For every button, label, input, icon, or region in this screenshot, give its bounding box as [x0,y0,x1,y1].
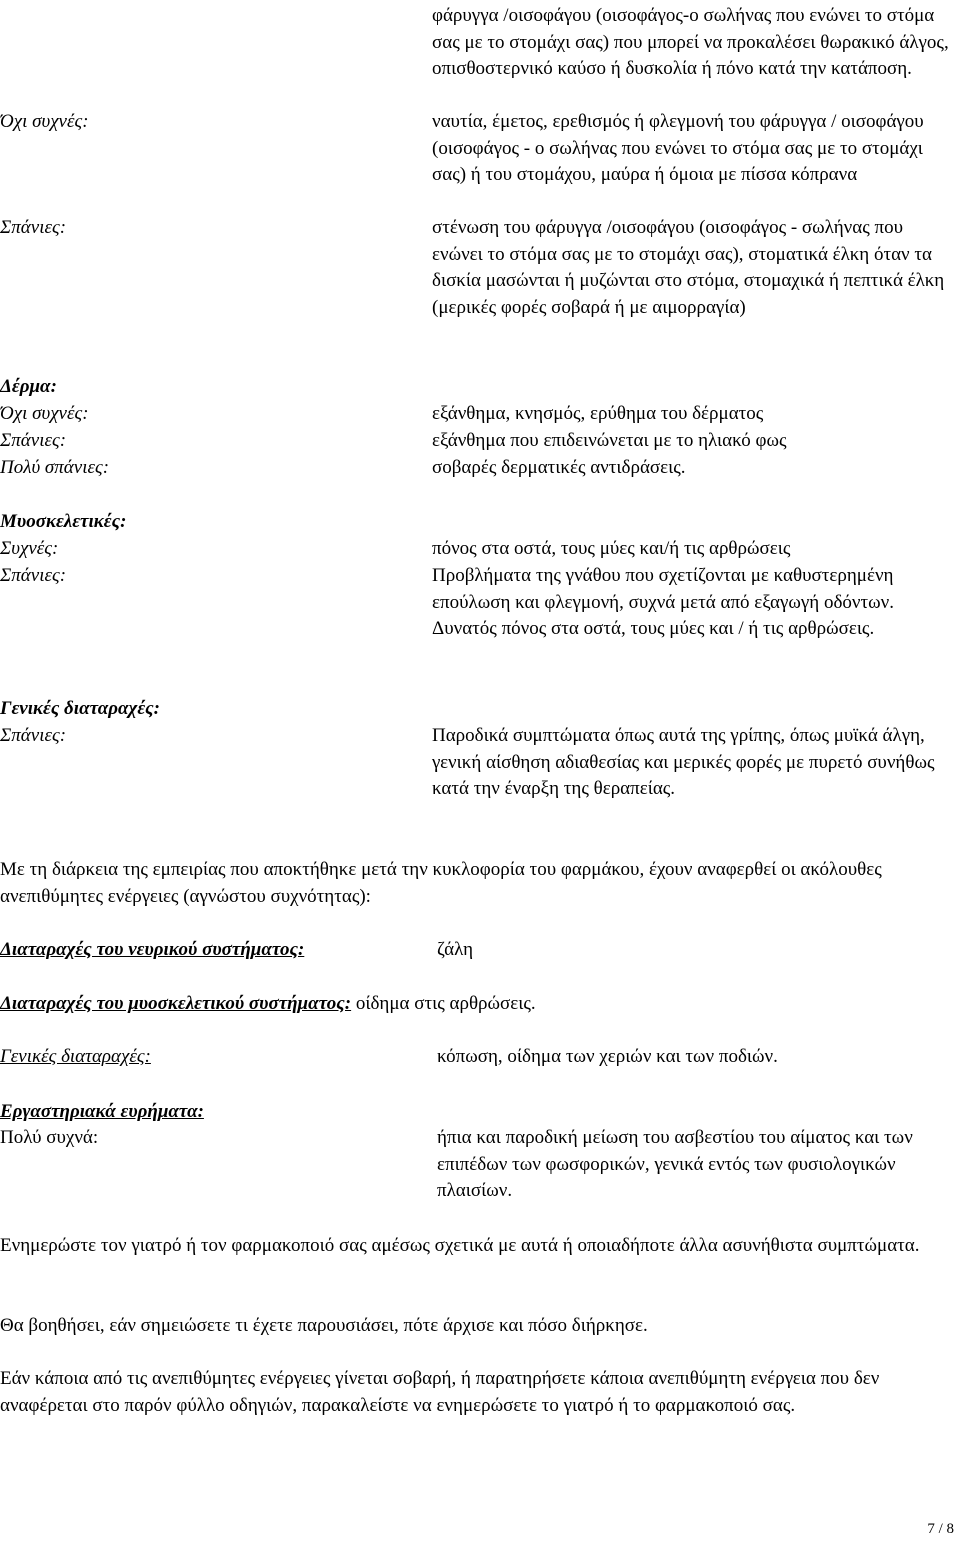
nervous-label: Διαταραχές του νευρικού συστήματος: [0,939,305,960]
general-pm-text: κόπωση, οίδημα των χεριών και των ποδιών. [437,1046,778,1067]
gi-uncommon-text: ναυτία, έμετος, ερεθισμός ή φλεγμονή του φάρυγγα / οισοφάγου (οισοφάγος - ο σωλήνας που ενώνει το στόμα σας με το στομάχι σας) ή του στομάχου, μαύρα ή όμοια με πίσσα κόπρανα [432,111,924,185]
gi-uncommon-label: Όχι συχνές: [0,111,89,132]
musculo-rare-label: Σπάνιες: [0,565,67,586]
skin-uncommon-text: εξάνθημα, κνησμός, ερύθημα του δέρματος [432,403,764,424]
nervous-text: ζάλη [437,939,474,960]
gi-rare-text: στένωση του φάρυγγα /οισοφάγου (οισοφάγος - σωλήνας που ενώνει το στόμα σας με το στομάχι σας), στοματικά έλκη όταν τα δισκία μασώνται ή μυζώνται στο στόμα, στομαχικά ή πεπτικά έλκη (μερικές φορές σοβαρά ή με αιμορραγία) [432,217,945,318]
paragraph-inform-doctor: Ενημερώστε τον γιατρό ή τον φαρμακοποιό σας αμέσως σχετικά με αυτά ή οποιαδήποτε άλλα ασυνήθιστα συμπτώματα. [0,1235,920,1256]
musculo-pm-row [0,991,536,1018]
skin-heading: Δέρμα: [0,376,57,397]
general-pm-row [0,1044,151,1071]
paragraph-note-symptoms: Θα βοηθήσει, εάν σημειώσετε τι έχετε παρουσιάσει, πότε άρχισε και πόσο διήρκησε. [0,1315,648,1336]
lab-heading: Εργαστηριακά ευρήματα: [0,1101,204,1122]
general-heading: Γενικές διαταραχές: [0,698,160,719]
musculo-pm-text: οίδημα στις αρθρώσεις. [351,993,536,1014]
skin-rare-label: Σπάνιες: [0,430,67,451]
page-number: 7 / 8 [927,1521,954,1537]
skin-very-rare-text: σοβαρές δερματικές αντιδράσεις. [432,457,686,478]
musculo-pm-label: Διαταραχές του μυοσκελετικού συστήματος: [0,993,352,1014]
general-rare-text: Παροδικά συμπτώματα όπως αυτά της γρίπης, όπως μυϊκά άλγη, γενική αίσθηση αδιαθεσίας και μερικές φορές με πυρετό συνήθως κατά την έναρξη της θεραπείας. [432,725,935,799]
general-pm-label: Γενικές διαταραχές: [0,1046,151,1067]
lab-very-common-label: Πολύ συχνά: [0,1127,99,1148]
gi-rare-label: Σπάνιες: [0,217,67,238]
musculo-heading: Μυοσκελετικές: [0,511,127,532]
skin-uncommon-label: Όχι συχνές: [0,403,89,424]
musculo-common-label: Συχνές: [0,538,59,559]
musculo-rare-text: Προβλήματα της γνάθου που σχετίζονται με καθυστερημένη επούλωση και φλεγμονή, συχνά μετά από εξαγωγή οδόντων. Δυνατός πόνος στα οστά, τους μύες και / ή τις αρθρώσεις. [432,565,895,639]
lab-text: ήπια και παροδική μείωση του ασβεστίου του αίματος και των επιπέδων των φωσφορικών, γενικά εντός των φυσιολογικών πλαισίων. [437,1127,913,1201]
paragraph-serious-effects: Εάν κάποια από τις ανεπιθύμητες ενέργειες γίνεται σοβαρή, ή παρατηρήσετε κάποια ανεπιθύμητη ενέργεια που δεν αναφέρεται στο παρόν φύλλο οδηγιών, παρακαλείστε να ενημερώσετε το γιατρό ή το φαρμακοποιό σας. [0,1368,880,1416]
musculo-common-text: πόνος στα οστά, τους μύες και/ή τις αρθρώσεις [432,538,791,559]
skin-very-rare-label: Πολύ σπάνιες: [0,457,110,478]
nervous-row [0,937,304,964]
skin-rare-text: εξάνθημα που επιδεινώνεται με το ηλιακό φως [432,430,787,451]
gi-continued-text: φάρυγγα /οισοφάγου (οισοφάγος-ο σωλήνας που ενώνει το στόμα σας με το στομάχι σας) που μπορεί να προκαλέσει θωρακικό άλγος, οπισθοστερνικό καύσο ή δυσκολία ή πόνο κατά την κατάποση. [432,5,949,79]
lab-heading-row [0,1099,204,1126]
general-rare-label: Σπάνιες: [0,725,67,746]
postmarketing-intro: Με τη διάρκεια της εμπειρίας που αποκτήθηκε μετά την κυκλοφορία του φαρμάκου, έχουν αναφερθεί οι ακόλουθες ανεπιθύμητες ενέργειες (αγνώστου συχνότητας): [0,859,882,907]
